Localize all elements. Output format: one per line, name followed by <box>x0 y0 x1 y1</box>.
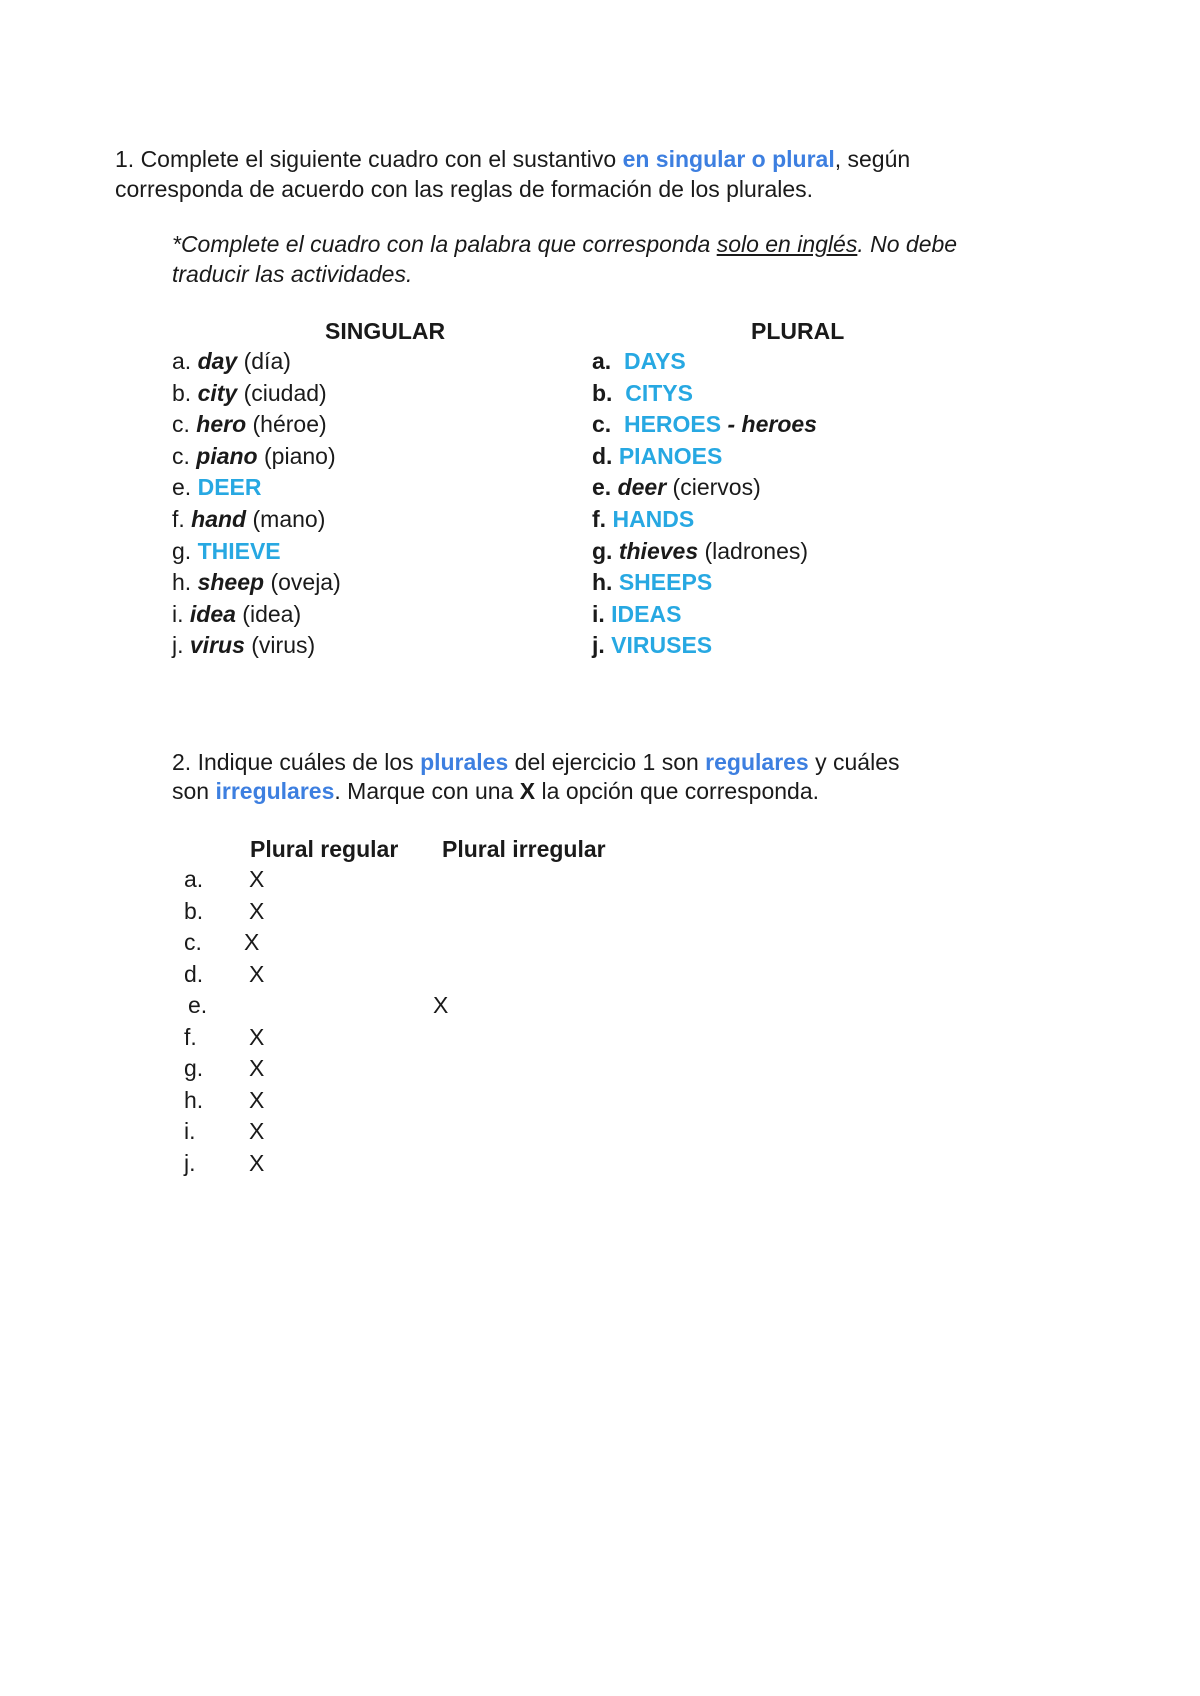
item-gloss: (ladrones) <box>698 537 809 564</box>
singular-item <box>172 630 315 660</box>
row-letter: e. <box>188 992 208 1018</box>
item-answer: PIANOES <box>618 442 723 469</box>
regular-mark: X <box>249 960 265 987</box>
plural-item <box>592 472 761 502</box>
col-plural-regular: Plural regular <box>250 836 399 862</box>
ex2-instruction-line2 <box>172 776 819 806</box>
plural-header: PLURAL <box>751 318 845 344</box>
row-letter: a. <box>184 866 204 892</box>
item-word: sheep <box>197 569 265 596</box>
row-letter: f. <box>184 1023 197 1050</box>
item-letter: b. <box>172 379 198 406</box>
item-gloss: (oveja) <box>264 569 341 596</box>
item-letter: i. <box>592 600 612 627</box>
ex2-text: del ejercicio 1 son <box>508 749 706 775</box>
row-letter: g. <box>184 1055 204 1081</box>
row-letter: i. <box>184 1118 196 1144</box>
ex1-highlight: en singular o plural <box>622 146 835 172</box>
ex2-highlight-regulares: regulares <box>705 749 809 775</box>
singular-item <box>172 599 301 629</box>
plural-item <box>592 378 693 408</box>
item-gloss: (día) <box>237 348 291 374</box>
item-gloss: (piano) <box>257 442 336 469</box>
ex2-text: la opción que corresponda. <box>535 778 820 804</box>
note-text: *Complete el cuadro con la palabra que corresponda <box>172 231 717 257</box>
item-word: hero <box>196 411 247 438</box>
ex1-note-line1 <box>172 229 957 259</box>
item-answer: THIEVE <box>197 537 281 564</box>
irregular-mark: X <box>433 992 449 1018</box>
item-gloss: (virus) <box>244 632 316 659</box>
item-letter: c. <box>592 411 624 438</box>
item-answer: DAYS <box>623 348 686 374</box>
singular-item <box>172 567 341 597</box>
ex2-text: son <box>172 778 216 804</box>
item-letter: c. <box>172 442 197 469</box>
ex2-x-mark: X <box>519 778 536 804</box>
item-letter: j. <box>592 632 612 659</box>
item-letter: f. <box>172 506 192 532</box>
item-word: piano <box>196 442 258 469</box>
item-answer: SHEEPS <box>618 569 713 596</box>
item-letter: e. <box>172 474 198 501</box>
item-letter: h. <box>172 569 198 596</box>
row-letter: c. <box>184 929 202 955</box>
singular-item <box>172 409 327 439</box>
item-gloss: (ciervos) <box>666 474 761 501</box>
item-letter: c. <box>172 411 197 438</box>
row-letter: j. <box>184 1149 196 1176</box>
ex1-instruction-text: 1. Complete el siguiente cuadro con el sustantivo <box>115 146 623 172</box>
item-answer: HEROES <box>623 411 722 438</box>
item-letter: e. <box>592 474 618 501</box>
singular-item <box>172 441 336 471</box>
col-plural-irregular: Plural irregular <box>442 836 606 862</box>
ex2-instruction-line1 <box>172 747 900 777</box>
singular-item <box>172 346 291 376</box>
ex2-text: y cuáles <box>808 749 900 775</box>
singular-item <box>172 536 281 566</box>
item-letter: g. <box>172 537 198 564</box>
item-letter: a. <box>172 348 198 374</box>
singular-item <box>172 472 261 502</box>
item-letter: a. <box>592 348 624 374</box>
singular-item <box>172 504 325 534</box>
item-word: deer <box>617 474 667 501</box>
regular-mark: X <box>249 897 265 924</box>
item-word: city <box>197 379 238 406</box>
singular-item <box>172 378 327 408</box>
ex1-instruction-text-end: , según <box>834 146 911 172</box>
item-letter: h. <box>592 569 619 596</box>
plural-item <box>592 567 712 597</box>
plural-item <box>592 346 686 376</box>
regular-mark: X <box>249 1118 265 1144</box>
plural-item <box>592 536 808 566</box>
regular-mark: X <box>249 1023 265 1050</box>
regular-mark: X <box>249 1086 265 1113</box>
item-gloss: (idea) <box>235 600 302 627</box>
item-letter: j. <box>172 632 190 659</box>
regular-mark: X <box>244 929 260 955</box>
note-underlined: solo en inglés <box>716 231 858 257</box>
item-gloss: (mano) <box>246 506 326 532</box>
regular-mark: X <box>249 1149 265 1176</box>
item-answer: IDEAS <box>611 600 682 627</box>
regular-mark: X <box>249 1055 265 1081</box>
row-letter: h. <box>184 1086 204 1113</box>
item-answer: VIRUSES <box>611 632 713 659</box>
item-word: thieves <box>618 537 699 564</box>
item-answer: DEER <box>197 474 262 501</box>
item-letter: i. <box>172 600 190 627</box>
ex1-instruction-line2: corresponda de acuerdo con las reglas de formación de los plurales. <box>115 176 814 202</box>
item-word: virus <box>189 632 245 659</box>
ex2-text: 2. Indique cuáles de los <box>172 749 421 775</box>
item-word: idea <box>189 600 236 627</box>
plural-item <box>592 630 712 660</box>
item-letter: d. <box>592 442 619 469</box>
item-word: hand <box>191 506 247 532</box>
item-word: - heroes <box>721 411 817 438</box>
item-letter: g. <box>592 537 619 564</box>
plural-item <box>592 409 817 439</box>
item-letter: f. <box>592 506 613 532</box>
regular-mark: X <box>249 866 265 892</box>
item-answer: CITYS <box>625 379 693 406</box>
plural-item <box>592 441 722 471</box>
plural-item <box>592 599 681 629</box>
item-gloss: (héroe) <box>246 411 327 438</box>
item-word: day <box>197 348 238 374</box>
ex1-note-line2: traducir las actividades. <box>172 261 413 287</box>
ex2-text: . Marque con una <box>334 778 520 804</box>
note-text-end: . No debe <box>857 231 958 257</box>
ex2-highlight-plurales: plurales <box>420 749 509 775</box>
item-gloss: (ciudad) <box>237 379 327 406</box>
row-letter: d. <box>184 960 204 987</box>
row-letter: b. <box>184 897 204 924</box>
ex2-highlight-irregulares: irregulares <box>215 778 335 804</box>
item-letter: b. <box>592 379 626 406</box>
plural-item <box>592 504 694 534</box>
item-answer: HANDS <box>612 506 695 532</box>
ex1-instruction-line1 <box>115 144 910 174</box>
singular-header: SINGULAR <box>325 318 446 344</box>
